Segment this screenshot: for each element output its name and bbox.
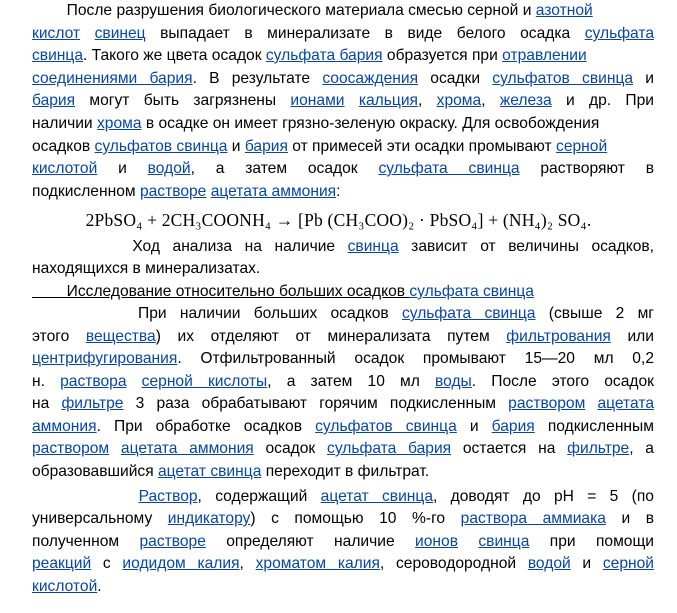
term-link[interactable]: сульфата свинца: [401, 305, 536, 322]
term-link[interactable]: сульфата бария: [327, 440, 452, 457]
text-segment: этого: [32, 328, 86, 345]
text-segment: остается на: [451, 440, 568, 457]
text-segment: [458, 533, 478, 550]
text-line: [32, 326, 654, 348]
text-segment: [109, 440, 121, 457]
term-link[interactable]: сульфатов свинца: [94, 138, 228, 155]
term-link[interactable]: центрифугирования: [32, 350, 178, 367]
text-line: [32, 438, 654, 460]
text-line: [32, 371, 654, 393]
text-segment: . Отфильтрованный осадок промывают 15—20 мл 0,2: [177, 350, 654, 367]
text-line: [32, 136, 654, 158]
text-segment: ) с помощью 10 %-го: [250, 510, 461, 527]
text-segment: находящихся в минерализатах.: [32, 260, 261, 277]
term-link[interactable]: серной кислоты: [141, 373, 268, 390]
text-segment: от примесей эти осадки промывают: [287, 138, 557, 155]
text-segment: н.: [32, 373, 61, 390]
term-link[interactable]: кислотой: [32, 160, 98, 177]
term-link[interactable]: вещества: [85, 328, 156, 345]
term-link[interactable]: сульфата бария: [265, 47, 383, 64]
term-link[interactable]: соосаждения: [322, 70, 419, 87]
term-link[interactable]: ионами: [290, 92, 345, 109]
text-segment: ,: [239, 555, 256, 572]
text-line: [32, 113, 654, 135]
text-segment: (свыше 2 мг: [535, 305, 654, 322]
term-link[interactable]: растворе: [139, 183, 207, 200]
term-link[interactable]: ацетата аммония: [210, 183, 337, 200]
text-segment: на: [32, 395, 62, 412]
term-link[interactable]: свинца: [478, 533, 530, 550]
text-line: [32, 0, 654, 22]
text-segment: [32, 488, 139, 505]
text-line: [32, 416, 654, 438]
text-line: [32, 576, 654, 598]
term-link[interactable]: воды: [435, 373, 472, 390]
text-line: [32, 23, 654, 45]
section-heading-text: Исследование относительно больших осадков: [32, 283, 410, 300]
term-link[interactable]: свинец: [94, 25, 146, 42]
text-segment: После разрушения биологического материала смесью серной и: [32, 2, 536, 19]
term-link[interactable]: кислот: [32, 25, 81, 42]
term-link[interactable]: водой: [527, 555, 571, 572]
term-link[interactable]: фильтре: [61, 395, 124, 412]
term-link[interactable]: бария: [244, 138, 288, 155]
term-link[interactable]: сульфата свинца: [409, 283, 534, 300]
text-segment: ) их отделяют от минерализата путем: [155, 328, 507, 345]
term-link[interactable]: сульфатов свинца: [492, 70, 634, 87]
text-line: [32, 236, 654, 258]
text-segment: .: [97, 578, 102, 595]
text-segment: , а: [629, 440, 654, 457]
text-line: [32, 393, 654, 415]
text-segment: и: [570, 555, 603, 572]
term-link[interactable]: растворе: [139, 533, 206, 550]
text-segment: , а затем 10 мл: [267, 373, 435, 390]
text-line: [32, 486, 654, 508]
text-segment: с: [91, 555, 123, 572]
term-link[interactable]: фильтре: [567, 440, 630, 457]
term-link[interactable]: бария: [491, 418, 535, 435]
text-segment: , доводят до pH = 5 (по: [433, 488, 654, 505]
text-segment: или: [610, 328, 654, 345]
text-segment: осадков: [32, 138, 95, 155]
term-link[interactable]: свинца: [347, 238, 399, 255]
text-segment: [127, 373, 142, 390]
text-line: [32, 461, 654, 483]
term-link[interactable]: раствора: [60, 373, 127, 390]
term-link[interactable]: водой: [147, 160, 191, 177]
term-link[interactable]: аммония: [32, 418, 97, 435]
text-segment: , сероводородной: [379, 555, 528, 572]
text-segment: подкисленным: [534, 418, 654, 435]
term-link[interactable]: индикатору: [167, 510, 251, 527]
text-segment: образовавшийся: [32, 463, 158, 480]
text-line: [32, 68, 654, 90]
term-link[interactable]: хрома: [436, 92, 482, 109]
text-segment: и др. При: [551, 92, 654, 109]
term-link[interactable]: серной: [556, 138, 608, 155]
text-segment: ,: [481, 92, 500, 109]
text-segment: при помощи: [529, 533, 654, 550]
term-link[interactable]: бария: [32, 92, 76, 109]
text-segment: осадок: [253, 440, 328, 457]
text-segment: . После этого осадок: [471, 373, 654, 390]
term-link[interactable]: ионов: [415, 533, 458, 550]
text-segment: [80, 25, 95, 42]
text-line: [32, 90, 654, 112]
term-link[interactable]: отравлении: [502, 47, 587, 64]
text-segment: ,: [418, 92, 437, 109]
term-link[interactable]: реакций: [32, 555, 92, 572]
chemical-equation: 2PbSO₄ + 2CH₃COONH₄ → [Pb (CH₃COO)₂ · PbSO₄] + (NH₄)₂ SO₄.: [85, 210, 592, 230]
text-segment: . При обработке осадков: [96, 418, 316, 435]
text-segment: . В результате: [192, 70, 323, 87]
text-segment: полученном: [32, 533, 140, 550]
text-segment: могут быть загрязнены: [75, 92, 291, 109]
term-link[interactable]: ацетата: [597, 395, 654, 412]
text-segment: переходит в фильтрат.: [261, 463, 430, 480]
text-segment: осадки: [418, 70, 493, 87]
text-segment: [585, 395, 597, 412]
text-segment: универсальному: [32, 510, 168, 527]
term-link[interactable]: азотной: [535, 2, 593, 19]
term-link[interactable]: хроматом калия: [255, 555, 380, 572]
text-line: [32, 303, 654, 325]
text-line: [32, 158, 654, 180]
text-segment: и в: [605, 510, 654, 527]
term-link[interactable]: фильтрования: [506, 328, 611, 345]
term-link[interactable]: раствора аммиака: [460, 510, 606, 527]
term-link[interactable]: свинца: [32, 47, 84, 64]
text-segment: , содержащий: [197, 488, 321, 505]
text-segment: подкисленном: [32, 183, 140, 200]
text-segment: 3 раза обрабатывают горячим подкисленным: [123, 395, 509, 412]
term-link[interactable]: хрома: [96, 115, 142, 132]
term-link[interactable]: иодидом калия: [122, 555, 240, 572]
text-line: [32, 281, 654, 303]
text-segment: в осадке он имеет грязно-зеленую окраску. Для освобождения: [141, 115, 600, 132]
text-line: [32, 508, 654, 530]
term-link[interactable]: железа: [499, 92, 552, 109]
text-line: [32, 181, 654, 203]
text-line: [32, 531, 654, 553]
text-segment: выпадает в минерализате в виде белого осадка: [145, 25, 585, 42]
text-segment: , а затем осадок: [190, 160, 379, 177]
text-line: [32, 258, 654, 280]
text-line: [32, 45, 654, 67]
text-segment: и: [227, 138, 245, 155]
term-link[interactable]: раствором: [508, 395, 586, 412]
term-link[interactable]: сульфата свинца: [378, 160, 520, 177]
term-link[interactable]: сульфатов свинца: [315, 418, 457, 435]
term-link[interactable]: кальция: [358, 92, 418, 109]
term-link[interactable]: ацетата аммония: [120, 440, 254, 457]
text-line: [32, 553, 654, 575]
text-segment: и: [633, 70, 654, 87]
term-link[interactable]: соединениями бария: [32, 70, 193, 87]
text-segment: растворяют в: [519, 160, 654, 177]
term-link[interactable]: ацетат свинца: [158, 463, 262, 480]
text-segment: :: [336, 183, 341, 200]
term-link[interactable]: ацетат свинца: [320, 488, 433, 505]
text-segment: и: [456, 418, 492, 435]
text-line: [32, 348, 654, 370]
text-segment: зависит от величины осадков,: [398, 238, 654, 255]
term-link[interactable]: раствором: [32, 440, 110, 457]
text-segment: образуется при: [382, 47, 503, 64]
term-link[interactable]: серной: [602, 555, 654, 572]
text-segment: определяют наличие: [205, 533, 416, 550]
text-segment: [345, 92, 359, 109]
text-segment: наличии: [32, 115, 97, 132]
term-link[interactable]: сульфата: [584, 25, 654, 42]
text-segment: При наличии больших осадков: [32, 305, 402, 322]
text-segment: . Такого же цвета осадок: [83, 47, 266, 64]
term-link[interactable]: Раствор: [138, 488, 198, 505]
text-segment: и: [97, 160, 148, 177]
text-segment: Ход анализа на наличие: [32, 238, 348, 255]
term-link[interactable]: кислотой: [32, 578, 98, 595]
